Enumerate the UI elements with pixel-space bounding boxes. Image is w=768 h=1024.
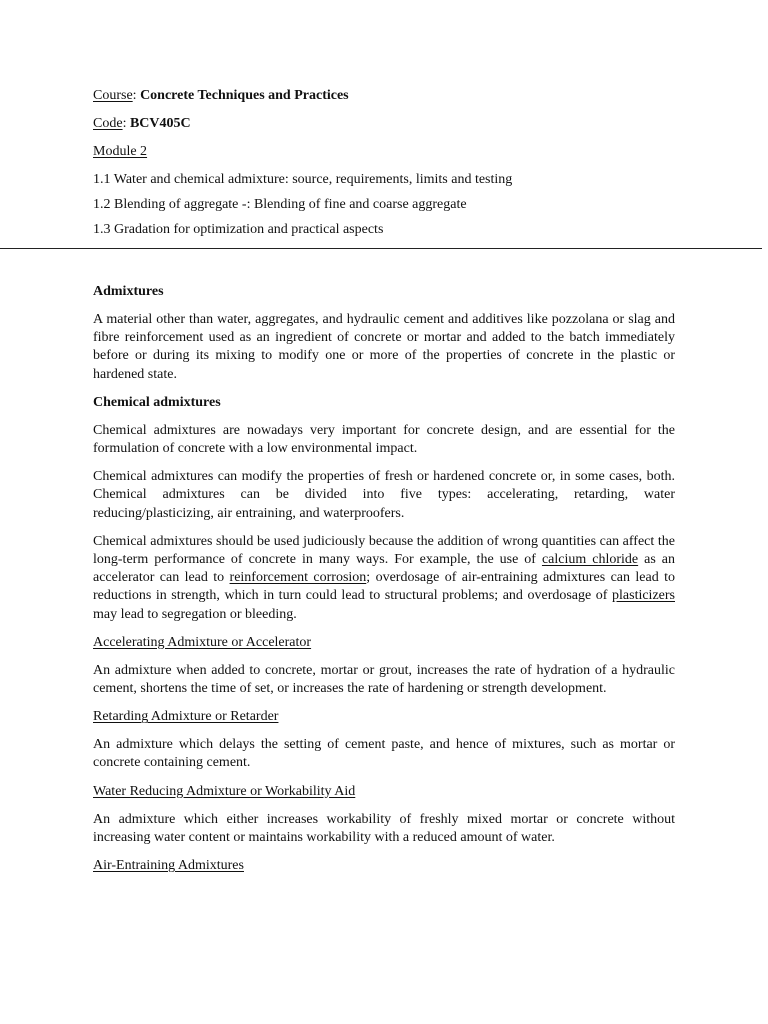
reinforcement-corrosion-link[interactable]: reinforcement corrosion <box>229 570 367 586</box>
admixtures-definition: A material other than water, aggregates, and hydraulic cement and additives like pozzolana or slag and fibre reinforcement used as an ingredient of concrete or mortar and added to the batch immediately before or during its mixing to modify one or more of the properties of concrete in the plastic or hardened state. <box>93 312 675 382</box>
plasticizers-link[interactable]: plasticizers <box>612 588 675 604</box>
retarding-definition: An admixture which delays the setting of cement paste, and hence of mixtures, such as mortar or concrete containing cement. <box>93 737 675 771</box>
module-title: Module 2 <box>93 144 148 159</box>
chemical-paragraph-2: Chemical admixtures can modify the properties of fresh or hardened concrete or, in some cases, both. Chemical admixtures can be divided into five types: accelerating, retarding, water reducing/plasticizing, air entraining, and waterproofers. <box>93 469 675 521</box>
code-line: Code: BCV405C <box>93 116 191 131</box>
chemical-paragraph-3: Chemical admixtures should be used judiciously because the addition of wrong quantities can affect the long-term performance of concrete in many ways. For example, the use of calcium chloride as an accelerator can lead to reinforcement corrosion; overdosage of air-entraining admixtures can lead to reductions in strength, which in turn could lead to structural problems; and overdosage of plasticizers may lead to segregation or bleeding. <box>93 533 675 622</box>
course-label: Course <box>93 88 133 103</box>
document-body <box>93 283 675 885</box>
course-title: Concrete Techniques and Practices <box>140 88 349 103</box>
topic-1: 1.1 Water and chemical admixture: source, requirements, limits and testing <box>93 172 513 187</box>
admixtures-heading: Admixtures <box>93 284 164 299</box>
water-reducing-heading: Water Reducing Admixture or Workability Aid <box>93 783 356 799</box>
course-code: BCV405C <box>129 116 191 131</box>
accelerating-heading: Accelerating Admixture or Accelerator <box>93 634 312 650</box>
air-entraining-heading: Air-Entraining Admixtures <box>93 858 244 874</box>
header-divider <box>0 248 762 249</box>
chemical-paragraph-1: Chemical admixtures are nowadays very important for concrete design, and are essential for the formulation of concrete with a low environmental impact. <box>93 422 675 457</box>
topic-2: 1.2 Blending of aggregate -: Blending of fine and coarse aggregate <box>93 197 467 212</box>
calcium-chloride-link[interactable]: calcium chloride <box>541 552 639 568</box>
chemical-admixtures-heading: Chemical admixtures <box>93 394 221 410</box>
topic-3: 1.3 Gradation for optimization and practical aspects <box>93 222 384 237</box>
code-label: Code <box>93 116 123 131</box>
accelerating-definition: An admixture when added to concrete, mortar or grout, increases the rate of hydration of a hydraulic cement, shortens the time of set, or increases the rate of hardening or strength development. <box>93 662 675 697</box>
document-header <box>93 86 693 245</box>
water-reducing-definition: An admixture which either increases workability of freshly mixed mortar or concrete without increasing water content or maintains workability with a reduced amount of water. <box>93 811 675 845</box>
course-line: Course: Concrete Techniques and Practices <box>93 88 349 103</box>
retarding-heading: Retarding Admixture or Retarder <box>93 709 279 725</box>
